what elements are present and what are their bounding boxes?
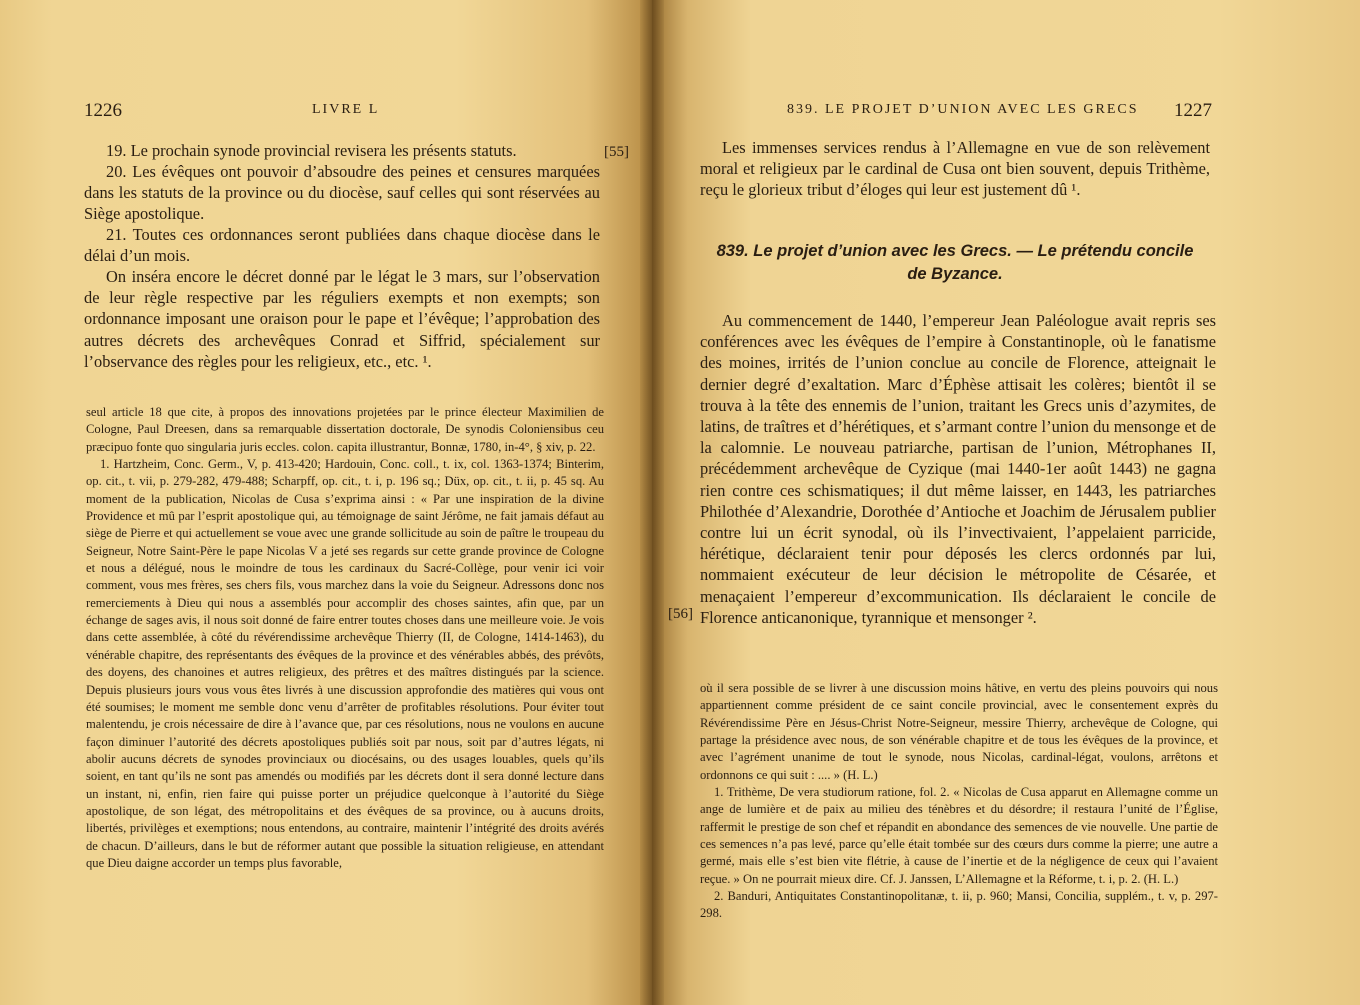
footnote-2: 2. Banduri, Antiquitates Constantinopolitanæ, t. ii, p. 960; Mansi, Concilia, supplém., t. v, p. 297-298. (700, 889, 1218, 921)
side-marker: [55] (604, 144, 629, 160)
footnote-continuation: seul article 18 que cite, à propos des innovations projetées par le prince électeur Maximilien de Cologne, Paul Dreesen, dans sa remarquable dissertation doctorale, De synodis Coloniensibus ceu præcipuo fonte quo singularia juris eccles. colon. capita illustrantur, Bonnæ, 1780, in-4°, § xiv, p. 22. (86, 405, 604, 454)
right-page (652, 0, 1360, 1005)
statute-21: 21. Toutes ces ordonnances seront publiées dans chaque diocèse dans le délai d’un mois. (84, 225, 600, 266)
left-page (0, 0, 652, 1005)
page-number: 1226 (84, 100, 122, 121)
side-marker: [56] (668, 606, 693, 622)
footnotes-right (700, 680, 1218, 923)
footnote-continuation: où il sera possible de se livrer à une discussion moins hâtive, en vertu des pleins pouvoirs qui nous appartiennent comme président de ce saint concile provincial, avec le consentement exprès du Révérendissime Père en Jésus-Christ Notre-Seigneur, messire Thierry, archevêque de Cologne, qui partage la présidence avec nous, de son vénérable chapitre et de tous les évêques de la province, et avec l’agrément unanime de tout le synode, nous Nicolas, cardinal-légat, voulons, arrêtons et ordonnons ce qui suit : .... » (H. L.) (700, 681, 1218, 782)
section-heading: 839. Le projet d’union avec les Grecs. — Le prétendu concile de Byzance. (716, 242, 1194, 283)
page-number: 1227 (1174, 100, 1212, 121)
decree-paragraph: On inséra encore le décret donné par le légat le 3 mars, sur l’observation de leur règle respective par les réguliers exempts et non exempts; son ordonnance imposant une oraison pour le pape et l’évêque; l’approbation des autres décrets des archevêques Conrad et Siffrid, spécialement sur l’observance des règles pour les religieux, etc., etc. ¹. (84, 267, 600, 371)
intro-paragraph: Les immenses services rendus à l’Allemagne en vue de son relèvement moral et religieux par le cardinal de Cusa ont bien souvent, depuis Trithème, reçu le glorieux tribut d’éloges qui leur est justement dû ¹. (700, 138, 1210, 200)
footnotes-left (86, 404, 604, 872)
footnote-1: 1. Trithème, De vera studiorum ratione, fol. 2. « Nicolas de Cusa apparut en Allemagne comme un ange de lumière et de paix au milieu des ténèbres et du désordre; il restaura l’unité de l’Église, raffermit le prestige de son chef et répandit en abondance des semences de vie nouvelle. Une partie de ces semences n’a pas levé, parce qu’elle était tombée sur des cœurs durs comme la pierre; une autre a germé, mais elle s’est bien vite flétrie, à cause de l’inertie et de la négligence de ceux qui l’avaient reçue. » On ne pourrait mieux dire. Cf. J. Janssen, L’Allemagne et la Réforme, t. i, p. 2. (H. L.) (700, 785, 1218, 886)
statute-19: 19. Le prochain synode provincial revisera les présents statuts. (106, 141, 517, 160)
running-head: 839. LE PROJET D’UNION AVEC LES GRECS (787, 102, 1139, 117)
book-gutter (640, 0, 664, 1005)
main-paragraph: Au commencement de 1440, l’empereur Jean Paléologue avait repris ses conférences avec les évêques de l’empire à Constantinople, où le fanatisme des moines, irrités de l’union conclue au concile de Florence, atteignait le dernier degré d’exaltation. Marc d’Éphèse attisait les colères; bientôt il se trouva à la tête des ennemis de l’union, traitant les Grecs unis d’azymites, de latins, de traîtres et d’hérétiques, et s’armant contre l’union du mensonge et de la calomnie. Le nouveau patriarche, partisan de l’union, Métrophanes II, précédemment archevêque de Cyzique (mai 1440-1er août 1443) ne gagna rien contre ces schismatiques; il dut même laisser, en 1443, les patriarches Philothée d’Alexandrie, Dorothée d’Antioche et Joachim de Jérusalem publier contre lui un écrit synodal, où ils l’invectivaient, l’appelaient parricide, hérétique, déclaraient tenir pour déposés les clercs ordonnés par lui, nommaient exécuteur de leur décision le métropolite de Césarée, et menaçaient l’empereur d’excommunication. Ils déclaraient le concile de Florence anticanonique, tyrannique et mensonger ². (700, 311, 1216, 627)
running-head: LIVRE L (312, 102, 380, 117)
statute-20: 20. Les évêques ont pouvoir d’absoudre des peines et censures marquées dans les statuts de la province ou du diocèse, sauf celles qui sont réservées au Siège apostolique. (84, 162, 600, 224)
footnote-1: 1. Hartzheim, Conc. Germ., V, p. 413-420; Hardouin, Conc. coll., t. ix, col. 1363-1374; Binterim, op. cit., t. vii, p. 279-282, 479-488; Scharpff, op. cit., t. i, p. 196 sq.; Düx, op. cit., t. ii, p. 45 sq. Au moment de la publication, Nicolas de Cusa s’exprima ainsi : « Par une inspiration de la divine Providence et mû par l’esprit apostolique qui, au témoignage de saint Jérôme, ne fait jamais défaut au siège de Pierre et qui actuellement se voue avec une grande sollicitude au soin de paître le troupeau du Seigneur, Notre Saint-Père le pape Nicolas V a jeté ses regards sur cette grande province de Cologne et nous a délégué, nous le moindre de tous les cardinaux du Sacré-Collège, pour venir ici voir comment, vous mes frères, ses chers fils, vous marchez dans la voie du Seigneur. Adressons donc nos remerciements à Dieu qui nous a assemblés pour accomplir des choses saintes, afin que, par un échange de sages avis, il nous soit donné de faire entrer toutes choses dans une meilleure voie. Je vois dans cette assemblée, à côté du révérendissime archevêque Thierry (II, de Cologne, 1414-1463), du vénérable chapitre, des représentants des évêques de la province et des vénérables abbés, des prévôts, des doyens, des chanoines et autres religieux, des prêtres et des maîtres distingués par la science. Depuis plusieurs jours vous vous êtes livrés à une discussion approfondie des matières qui vous ont été soumises; le moment me semble donc venu d’arrêter de profitables résolutions. Pour éviter tout malentendu, je crois nécessaire de dire à l’avance que, par ces résolutions, nous ne voulons en aucune façon diminuer l’autorité des décrets apostoliques publiés soit par nous, soit par d’autres légats, ni abolir aucuns décrets de synodes provinciaux ou diocésains, ou des usages louables, quels qu’ils soient, en tant qu’ils ne sont pas amendés ou modifiés par les décrets dont il sera donné lecture dans un instant, ni, enfin, rien faire qui puisse porter un préjudice quelconque à l’autorité du Siège apostolique, de son légat, des métropolitains et des évêques de sa province, ou à aucuns droits, libertés, privilèges et exemptions; nous entendons, au contraire, maintenir l’intégrité des droits avérés de chacun. D’ailleurs, dans le but de réformer autant que possible la situation religieuse, en attendant que Dieu daigne accorder un temps plus favorable, (86, 457, 604, 870)
